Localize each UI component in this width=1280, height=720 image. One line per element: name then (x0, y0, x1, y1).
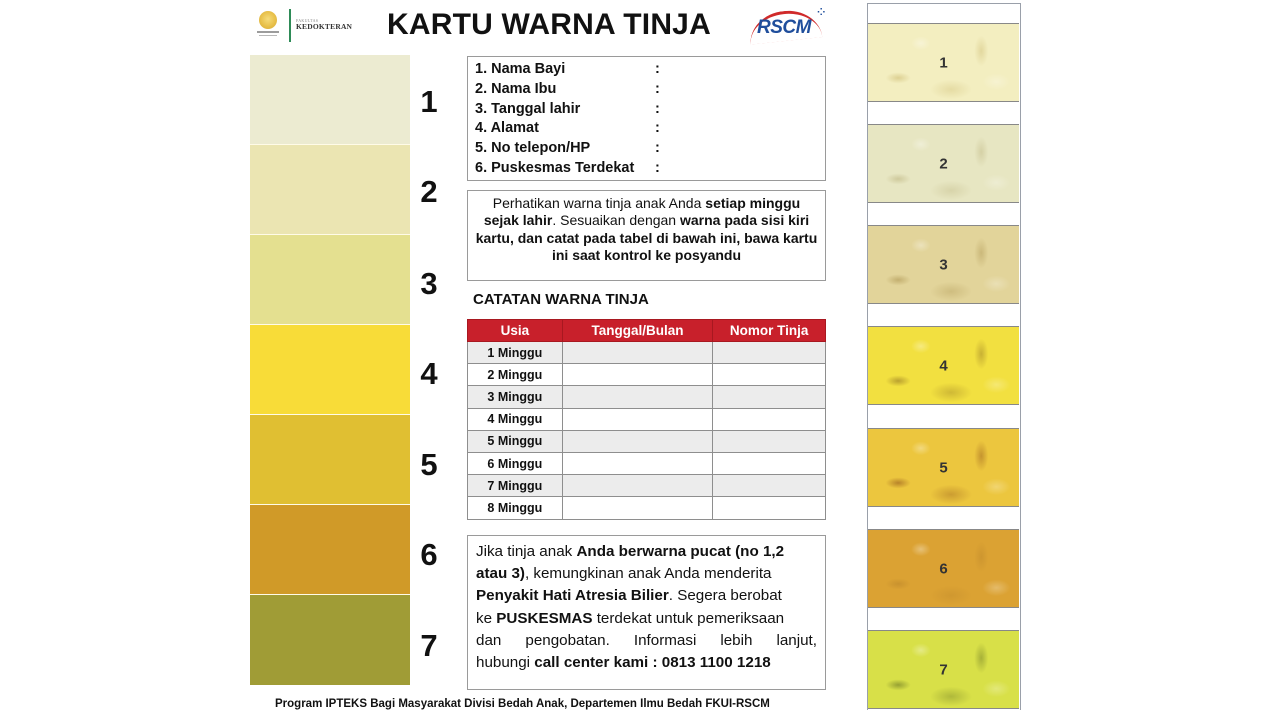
column-header-stool-number: Nomor Tinja (713, 320, 826, 342)
info-field-input[interactable] (667, 62, 819, 78)
stool-photo-strip (867, 3, 1021, 710)
swatch-number: 5 (420, 447, 438, 482)
age-cell: 8 Minggu (468, 497, 563, 519)
info-field-label: 1. Nama Bayi (475, 61, 566, 77)
section-title: CATATAN WARNA TINJA (473, 291, 649, 308)
info-field-input[interactable] (667, 121, 819, 137)
date-cell[interactable] (562, 497, 713, 519)
photo-number: 6 (939, 560, 948, 577)
stool-number-cell[interactable] (713, 430, 826, 452)
photo-number: 5 (939, 459, 948, 476)
call-center-number: call center kami : 0813 1100 1218 (534, 654, 771, 672)
age-cell: 1 Minggu (468, 342, 563, 364)
info-field-label: 2. Nama Ibu (475, 80, 557, 97)
stool-number-cell[interactable] (713, 364, 826, 386)
info-field-label: 4. Alamat (475, 120, 539, 137)
date-cell[interactable] (562, 408, 713, 430)
table-row (468, 430, 826, 452)
color-swatch-2 (250, 145, 410, 235)
stool-photo-4 (868, 326, 1019, 405)
age-cell: 2 Minggu (468, 364, 563, 386)
logo-divider (289, 9, 291, 42)
date-cell[interactable] (562, 342, 713, 364)
stool-photo-7 (868, 630, 1019, 709)
info-field-row (475, 119, 825, 139)
table-row (468, 386, 826, 408)
date-cell[interactable] (562, 430, 713, 452)
info-field-colon: : (655, 159, 660, 176)
info-field-colon: : (655, 80, 660, 97)
photo-number: 7 (939, 661, 948, 678)
age-cell: 4 Minggu (468, 408, 563, 430)
swatch-number: 1 (420, 84, 438, 119)
table-row (468, 408, 826, 430)
info-field-label: 3. Tanggal lahir (475, 100, 581, 117)
color-swatch-4 (250, 325, 410, 415)
stool-color-log-table (467, 319, 826, 520)
table-row (468, 452, 826, 474)
stool-photo-5 (868, 428, 1019, 507)
info-field-colon: : (655, 140, 660, 157)
stool-photo-1 (868, 23, 1019, 102)
info-field-label: 6. Puskesmas Terdekat (475, 159, 635, 176)
info-field-row (475, 159, 825, 179)
page-title: KARTU WARNA TINJA (387, 8, 711, 41)
info-field-row (475, 60, 825, 80)
university-logo (257, 9, 279, 41)
date-cell[interactable] (562, 452, 713, 474)
color-swatch-column (250, 55, 410, 685)
swatch-number: 3 (420, 266, 438, 301)
color-swatch-6 (250, 505, 410, 595)
column-header-age: Usia (468, 320, 563, 342)
table-row (468, 497, 826, 519)
photo-number: 2 (939, 155, 948, 172)
color-swatch-5 (250, 415, 410, 505)
rscm-logo: RSCM ⁘ (745, 7, 835, 41)
stool-number-cell[interactable] (713, 386, 826, 408)
stool-number-cell[interactable] (713, 452, 826, 474)
footer-credit: Program IPTEKS Bagi Masyarakat Divisi Bedah Anak, Departemen Ilmu Bedah FKUI-RSCM (275, 698, 770, 710)
table-row (468, 342, 826, 364)
date-cell[interactable] (562, 475, 713, 497)
stool-number-cell[interactable] (713, 342, 826, 364)
info-field-input[interactable] (667, 82, 819, 98)
color-swatch-1 (250, 55, 410, 145)
info-field-colon: : (655, 100, 660, 117)
instructions-box: Perhatikan warna tinja anak Anda setiap minggu sejak lahir. Sesuaikan dengan warna pada sisi kiri kartu, dan catat pada tabel di bawah ini, bawa kartu ini saat kontrol ke posyandu (467, 190, 826, 281)
age-cell: 7 Minggu (468, 475, 563, 497)
stool-number-cell[interactable] (713, 497, 826, 519)
swatch-number: 4 (420, 356, 438, 391)
info-field-input[interactable] (667, 102, 819, 118)
info-field-row (475, 100, 825, 120)
info-field-label: 5. No telepon/HP (475, 140, 591, 157)
warning-box: Jika tinja anak Anda berwarna pucat (no 1,2 atau 3), kemungkinan anak Anda menderita Penyakit Hati Atresia Bilier. Segera berobat ke PUSKESMAS terdekat untuk pemeriksaan dan pengobatan. Informasi lebih lanjut, hubungi call center kami : 0813 1100 1218 (467, 535, 826, 690)
column-header-date: Tanggal/Bulan (562, 320, 713, 342)
table-row (468, 475, 826, 497)
age-cell: 6 Minggu (468, 452, 563, 474)
color-swatch-3 (250, 235, 410, 325)
swatch-number: 6 (420, 537, 438, 572)
photo-number: 3 (939, 256, 948, 273)
stool-photo-3 (868, 225, 1019, 304)
info-field-row (475, 80, 825, 100)
swatch-number: 2 (420, 174, 438, 209)
stool-number-cell[interactable] (713, 408, 826, 430)
stool-photo-2 (868, 124, 1019, 203)
info-field-colon: : (655, 61, 660, 77)
age-cell: 5 Minggu (468, 430, 563, 452)
photo-number: 1 (939, 54, 948, 71)
rscm-logo-text: RSCM (757, 17, 811, 38)
info-field-colon: : (655, 120, 660, 137)
date-cell[interactable] (562, 386, 713, 408)
faculty-logo-subtext: FAKULTAS (296, 18, 319, 23)
photo-number: 4 (939, 357, 948, 374)
stool-photo-6 (868, 529, 1019, 608)
faculty-logo-text: KEDOKTERAN (296, 22, 353, 31)
swatch-number: 7 (420, 628, 438, 663)
color-swatch-7 (250, 595, 410, 685)
stool-number-cell[interactable] (713, 475, 826, 497)
info-field-row (475, 139, 825, 159)
info-field-input[interactable] (667, 141, 819, 157)
baby-info-form (467, 56, 826, 181)
info-field-input[interactable] (667, 161, 819, 177)
table-row (468, 364, 826, 386)
age-cell: 3 Minggu (468, 386, 563, 408)
date-cell[interactable] (562, 364, 713, 386)
